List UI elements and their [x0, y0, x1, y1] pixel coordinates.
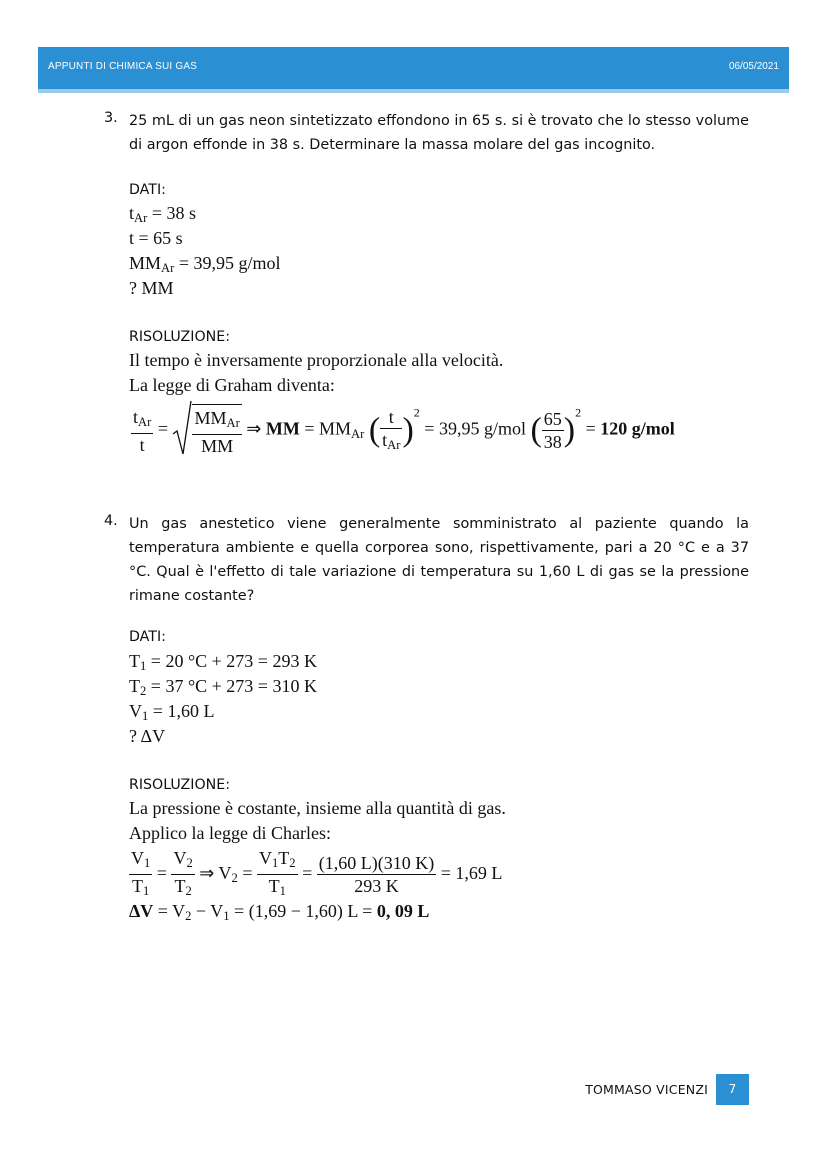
problem-4-dati-1: $T_1 = 20$ °C + 273 = 293 K	[129, 651, 317, 674]
header-stripe	[38, 89, 789, 93]
problem-3-line-2: La legge di Graham diventa:	[129, 375, 335, 395]
problem-3-dati-label: DATI:	[129, 182, 166, 198]
problem-4-text: Un gas anestetico viene generalmente somministrato al paziente quando la temperatura ambiente e quella corporea sono, rispettivamente, pari a 20 °C e a 37 °C. Qual è l'effetto di tale variazione di temperatura su 1,60 L di gas se la pressione rimane costante?	[129, 516, 749, 604]
problem-4-dati-label: DATI:	[129, 629, 166, 645]
header-date: 06/05/2021	[728, 61, 779, 72]
page-number: 7	[716, 1074, 749, 1105]
graham-equation: $\frac{t_{Ar}}{t}$ = $\frac{MM_{Ar}}{MM}$ ⇒ MM = $MM_{Ar}$ ( $\frac{t}{t_{Ar}}$ )$^2$ = 39,95 g/mol ( $\frac{65}{38}$ )$^2$ = 120 g/mol	[131, 404, 675, 457]
footer-author: TOMMASO VICENZI	[585, 1082, 708, 1097]
problem-3-risoluzione-label: RISOLUZIONE:	[129, 329, 230, 345]
charles-equation: $\frac{V_1}{T_1}$ = $\frac{V_2}{T_2}$ ⇒ $V_2$ = $\frac{V_1T_2}{T_1}$ = $\frac{(1,60 L)(310 K)}{293 K}$ = 1,69 L	[131, 848, 503, 899]
problem-4-line-2: Applico la legge di Charles:	[129, 823, 331, 843]
problem-4-risoluzione-label: RISOLUZIONE:	[129, 777, 230, 793]
problem-4-line-1: La pressione è costante, insieme alla quantità di gas.	[129, 798, 506, 818]
problem-4-dati-2: $T_2 = 37$ °C + 273 = 310 K	[129, 676, 317, 699]
header-title: APPUNTI DI CHIMICA SUI GAS	[48, 61, 198, 72]
problem-3-dati-1: $t_{Ar} = 38$ s	[129, 203, 196, 226]
problem-4-dati-3: $V_1 = 1,60$ L	[129, 701, 215, 724]
problem-4-number: 4.	[104, 513, 118, 529]
graham-lhs-fraction: $\frac{t_{Ar}}{t}$	[133, 406, 152, 455]
problem-3-number: 3.	[104, 110, 118, 126]
graham-square-root: $\frac{MM_{Ar}}{MM}$	[172, 404, 241, 457]
problem-3-dati-3: $MM_{Ar} = 39,95$ g/mol	[129, 253, 281, 276]
page-header	[38, 47, 789, 89]
delta-v-result: 0, 09 L	[376, 901, 430, 921]
problem-3-dati-4: ? MM	[129, 278, 174, 298]
problem-3-line-1: Il tempo è inversamente proporzionale alla velocità.	[129, 350, 504, 370]
delta-v-equation: $\Delta V = V_2 - V_1 = (1,69 - 1,60) L = 0$, 09 L	[129, 901, 430, 924]
problem-3-dati-2: t = 65 s	[129, 228, 183, 248]
graham-result: 120 g/mol	[600, 418, 675, 439]
problem-3-text: 25 mL di un gas neon sintetizzato effondono in 65 s. si è trovato che lo stesso volume di argon effonde in 38 s. Determinare la massa molare del gas incognito.	[129, 113, 749, 153]
problem-4-dati-4: ? ΔV	[129, 726, 166, 746]
